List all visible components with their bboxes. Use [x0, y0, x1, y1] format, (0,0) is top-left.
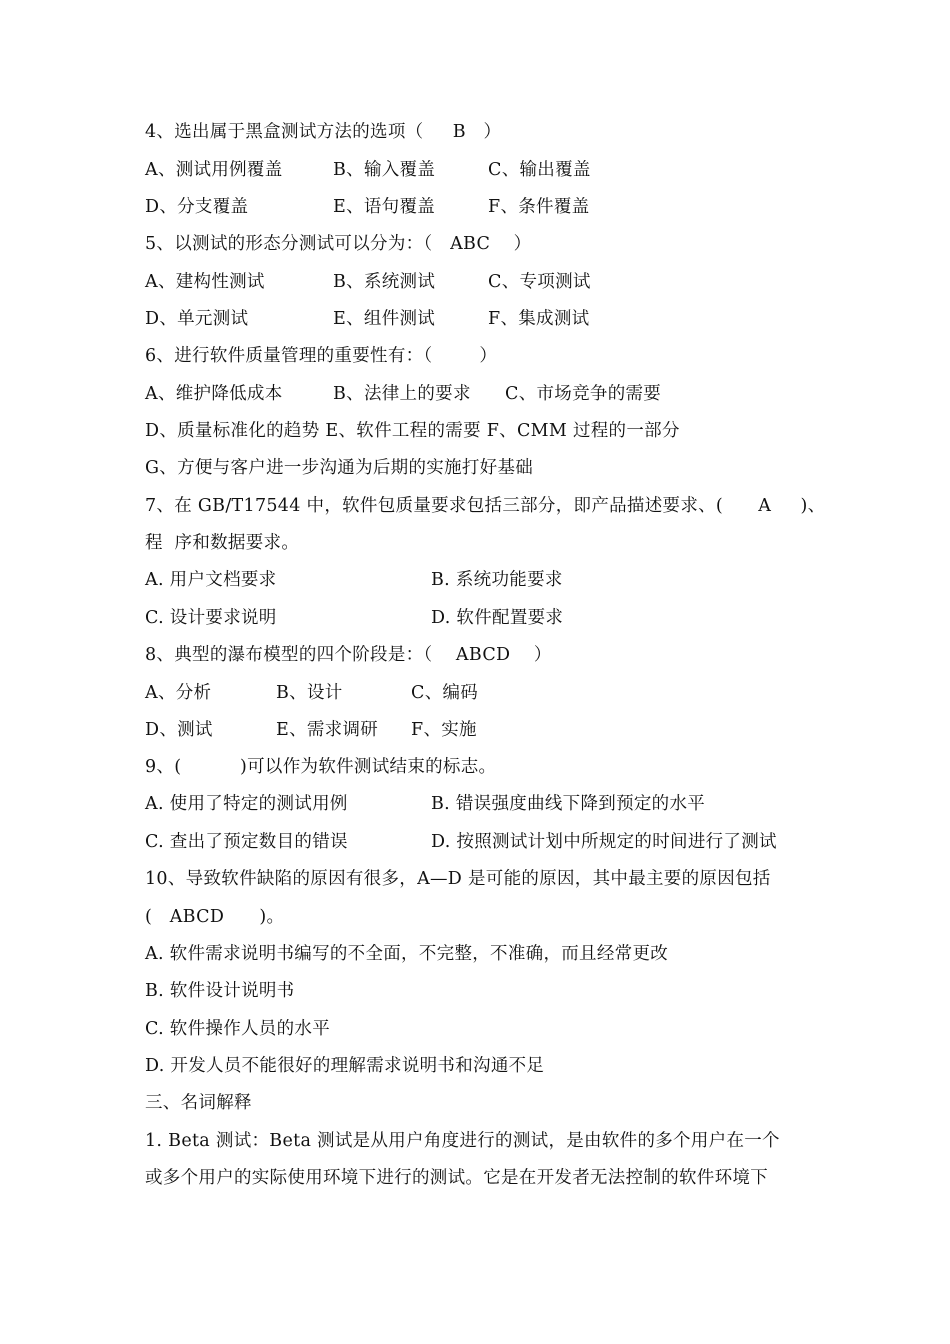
- option: A、分析: [145, 683, 212, 703]
- option-line: C. 软件操作人员的水平: [145, 1019, 330, 1039]
- option: F、实施: [411, 720, 477, 740]
- option: D. 按照测试计划中所规定的时间进行了测试: [431, 832, 777, 852]
- option: E、组件测试: [333, 309, 436, 329]
- option: D、测试: [145, 720, 213, 740]
- option-row: [145, 157, 591, 183]
- option-row: [145, 269, 591, 295]
- option-row: [145, 829, 777, 855]
- option-row: [145, 194, 590, 220]
- option-line: D. 开发人员不能很好的理解需求说明书和沟通不足: [145, 1056, 545, 1076]
- question-5: 5、以测试的形态分测试可以分为：（ ABC ）: [145, 234, 532, 254]
- paragraph-line: 1. Beta 测试：Beta 测试是从用户角度进行的测试，是由软件的多个用户在一个: [145, 1131, 780, 1151]
- paragraph-line: 或多个用户的实际使用环境下进行的测试。它是在开发者无法控制的软件环境下: [145, 1168, 768, 1188]
- option: A. 使用了特定的测试用例: [145, 794, 348, 814]
- option: F、条件覆盖: [488, 197, 590, 217]
- option: B、系统测试: [333, 272, 436, 292]
- option: A. 用户文档要求: [145, 570, 277, 590]
- option: B. 系统功能要求: [431, 570, 563, 590]
- section-heading: 三、名词解释: [145, 1093, 252, 1113]
- option: B、输入覆盖: [333, 160, 436, 180]
- question-7: 7、在 GB/T17544 中，软件包质量要求包括三部分，即产品描述要求、( A )、: [145, 496, 826, 516]
- question-8: 8、典型的瀑布模型的四个阶段是：（ ABCD ）: [145, 645, 552, 665]
- option-line: D、质量标准化的趋势 E、软件工程的需要 F、CMM 过程的一部分: [145, 421, 680, 441]
- option: A、建构性测试: [145, 272, 265, 292]
- option-line: A. 软件需求说明书编写的不全面，不完整，不准确，而且经常更改: [145, 944, 669, 964]
- question-7-continued: 程 序和数据要求。: [145, 533, 300, 553]
- option: E、语句覆盖: [333, 197, 436, 217]
- option-row: [145, 567, 563, 593]
- option: E、需求调研: [276, 720, 379, 740]
- option-row: [145, 381, 662, 407]
- option-row: [145, 605, 564, 631]
- option: C. 查出了预定数目的错误: [145, 832, 348, 852]
- option-row: [145, 791, 706, 817]
- option: B、法律上的要求: [333, 384, 471, 404]
- option-row: [145, 717, 477, 743]
- option: C、市场竞争的需要: [505, 384, 662, 404]
- question-6: 6、进行软件质量管理的重要性有：（ ）: [145, 346, 498, 366]
- question-10: 10、导致软件缺陷的原因有很多，A—D 是可能的原因，其中最主要的原因包括: [145, 869, 771, 889]
- option: A、测试用例覆盖: [145, 160, 283, 180]
- question-9: 9、( )可以作为软件测试结束的标志。: [145, 757, 497, 777]
- question-4: 4、选出属于黑盒测试方法的选项（ B ）: [145, 122, 502, 142]
- option: D、单元测试: [145, 309, 249, 329]
- option-line: G、方便与客户进一步沟通为后期的实施打好基础: [145, 458, 534, 478]
- option-row: [145, 306, 590, 332]
- option: D. 软件配置要求: [431, 608, 564, 628]
- option: C、专项测试: [488, 272, 591, 292]
- option-row: [145, 680, 479, 706]
- option: B、设计: [276, 683, 343, 703]
- option: A、维护降低成本: [145, 384, 283, 404]
- option: D、分支覆盖: [145, 197, 249, 217]
- option: C、编码: [411, 683, 479, 703]
- option: B. 错误强度曲线下降到预定的水平: [431, 794, 706, 814]
- option: C、输出覆盖: [488, 160, 591, 180]
- option: C. 设计要求说明: [145, 608, 277, 628]
- question-10-continued: ( ABCD )。: [145, 907, 285, 927]
- option-line: B. 软件设计说明书: [145, 981, 295, 1001]
- option: F、集成测试: [488, 309, 590, 329]
